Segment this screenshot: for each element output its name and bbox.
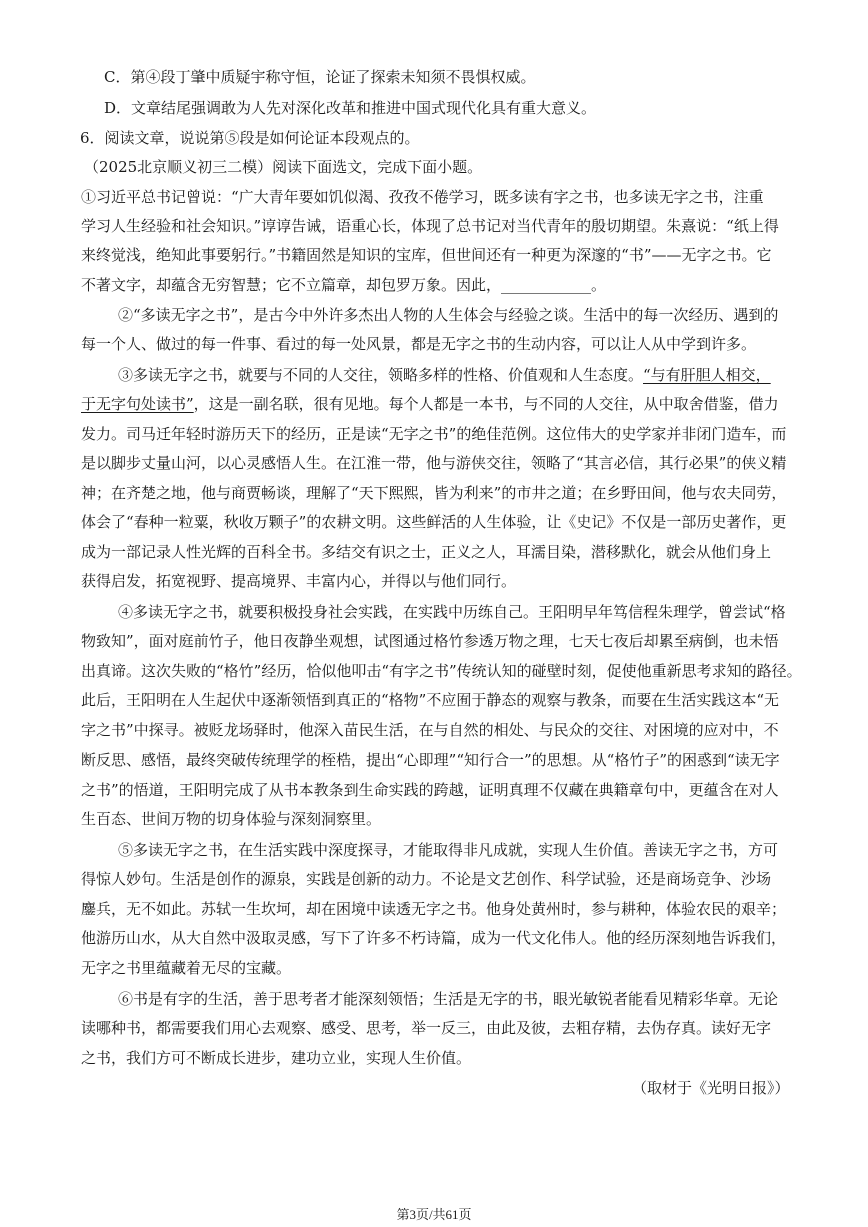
- paragraph-3-line: 成为一部记录人性光辉的百科全书。多结交有识之士，正义之人，耳濡目染，潜移默化，就会从他们身上: [81, 543, 772, 561]
- option-c: C．第④段丁肇中质疑宇称守恒，论证了探索未知须不畏惧权威。: [104, 68, 536, 86]
- paragraph-5-line: 鏖兵，无不如此。苏轼一生坎坷，却在困境中读透无字之书。他身处黄州时，参与耕种，体验农民的艰辛；: [81, 900, 787, 918]
- paragraph-3-line: 神；在齐楚之地，他与商贾畅谈，理解了“天下熙熙，皆为利来”的市井之道；在乡野田间，他与农夫同劳，: [81, 484, 787, 502]
- paragraph-3-line: [118, 364, 868, 386]
- paragraph-3-line: 获得启发，拓宽视野、提高境界、丰富内心，并得以与他们同行。: [81, 572, 517, 590]
- paragraph-2-line: 每一个人、做过的每一件事、看过的每一处风景，都是无字之书的生动内容，可以让人从中学到许多。: [81, 335, 757, 353]
- paragraph-5-line: 得惊人妙句。生活是创作的源泉，实践是创新的动力。不论是文艺创作、科学试验，还是商场竞争、沙场: [81, 870, 772, 888]
- paragraph-6-line: ⑥书是有字的生活，善于思考者才能深刻领悟；生活是无字的书，眼光敏锐者能看见精彩华章。无论: [118, 990, 779, 1008]
- question-6: 6．阅读文章，说说第⑤段是如何论证本段观点的。: [80, 129, 420, 147]
- page-number: 第3页/共61页: [396, 1207, 472, 1222]
- answer-blank: ____________。: [501, 276, 607, 294]
- paragraph-1-text: 不著文字，却蕴含无穷智慧；它不立篇章，却包罗万象。因此，: [81, 276, 502, 294]
- paragraph-6-line: 读哪种书，都需要我们用心去观察、感受、思考，举一反三，由此及彼，去粗存精，去伪存真。读好无字: [81, 1019, 772, 1037]
- paragraph-1-line: [81, 274, 868, 296]
- paragraph-5-line: 无字之书里蕴藏着无尽的宝藏。: [81, 959, 292, 977]
- paragraph-4-line: 生百态、世间万物的切身体验与深刻洞察里。: [81, 810, 382, 828]
- underlined-couplet: 于无字句处读书”: [81, 395, 194, 413]
- paragraph-3-text: ，这是一副名联，很有见地。每个人都是一本书，与不同的人交往，从中取舍借鉴，借力: [193, 395, 779, 413]
- source-credit: （取材于《光明日报》）: [632, 1079, 790, 1097]
- paragraph-4-line: 断反思、感悟，最终突破传统理学的桎梏，提出“心即理”“知行合一”的思想。从“格竹子”的困惑到“读无字: [81, 751, 780, 769]
- paragraph-4-line: 字之书”中探寻。被贬龙场驿时，他深入苗民生活，在与自然的相处、与民众的交往、对困境的应对中，不: [81, 721, 779, 739]
- paragraph-3-text: ③多读无字之书，就要与不同的人交往，领略多样的性格、价值观和人生态度。: [118, 366, 644, 384]
- paragraph-5-line: 他游历山水，从大自然中汲取灵感，写下了许多不朽诗篇，成为一代文化伟人。他的经历深刻地告诉我们，: [81, 929, 787, 947]
- paragraph-4-line: 出真谛。这次失败的“格竹”经历，恰似他叩击“有字之书”传统认知的碰壁时刻，促使他重新思考求知的路径。: [81, 662, 802, 680]
- underlined-couplet: “与有肝胆人相交，: [643, 366, 771, 384]
- source-note: （2025北京顺义初三二模）阅读下面选文，完成下面小题。: [84, 158, 483, 176]
- paragraph-6-line: 之书，我们方可不断成长进步，建功立业，实现人生价值。: [81, 1049, 472, 1067]
- paragraph-4-line: 之书”的悟道，王阳明完成了从书本教条到生命实践的跨越，证明真理不仅藏在典籍章句中，更蕴含在对人: [81, 781, 779, 799]
- paragraph-2-line: ②“多读无字之书”，是古今中外许多杰出人物的人生体会与经验之谈。生活中的每一次经历、遇到的: [118, 306, 779, 324]
- paragraph-3-line: 是以脚步丈量山河，以心灵感悟人生。在江淮一带，他与游侠交往，领略了“其言必信，其行必果”的侠义精: [81, 454, 787, 472]
- paragraph-4-line: ④多读无字之书，就要积极投身社会实践，在实践中历练自己。王阳明早年笃信程朱理学，曾尝试“格: [118, 603, 786, 621]
- paragraph-1-line: 来终觉浅，绝知此事要躬行。”书籍固然是知识的宝库，但世间还有一种更为深邃的“书”——无字之书。它: [81, 246, 772, 264]
- paragraph-1-line: 学习人生经验和社会知识。”谆谆告诫，语重心长，体现了总书记对当代青年的殷切期望。朱熹说：“纸上得: [81, 217, 779, 235]
- paragraph-1-line: ①习近平总书记曾说：“广大青年要如饥似渴、孜孜不倦学习，既多读有字之书，也多读无字之书，注重: [81, 188, 764, 206]
- paragraph-3-line: 发力。司马迁年轻时游历天下的经历，正是读“无字之书”的绝佳范例。这位伟大的史学家并非闭门造车，而: [81, 425, 787, 443]
- option-d: D．文章结尾强调敢为人先对深化改革和推进中国式现代化具有重大意义。: [104, 99, 597, 117]
- paragraph-4-line: 此后，王阳明在人生起伏中逐渐领悟到真正的“格物”不应囿于静态的观察与教条，而要在生活实践这本“无: [81, 691, 780, 709]
- paragraph-3-line: [81, 393, 868, 415]
- paragraph-3-line: 体会了“春种一粒粟，秋收万颗子”的农耕文明。这些鲜活的人生体验，让《史记》不仅是一部历史著作，更: [81, 513, 787, 531]
- paragraph-4-line: 物致知”，面对庭前竹子，他日夜静坐观想，试图通过格竹参透万物之理，七天七夜后却累至病倒，也未悟: [81, 632, 779, 650]
- paragraph-5-line: ⑤多读无字之书，在生活实践中深度探寻，才能取得非凡成就，实现人生价值。善读无字之书，方可: [118, 841, 779, 859]
